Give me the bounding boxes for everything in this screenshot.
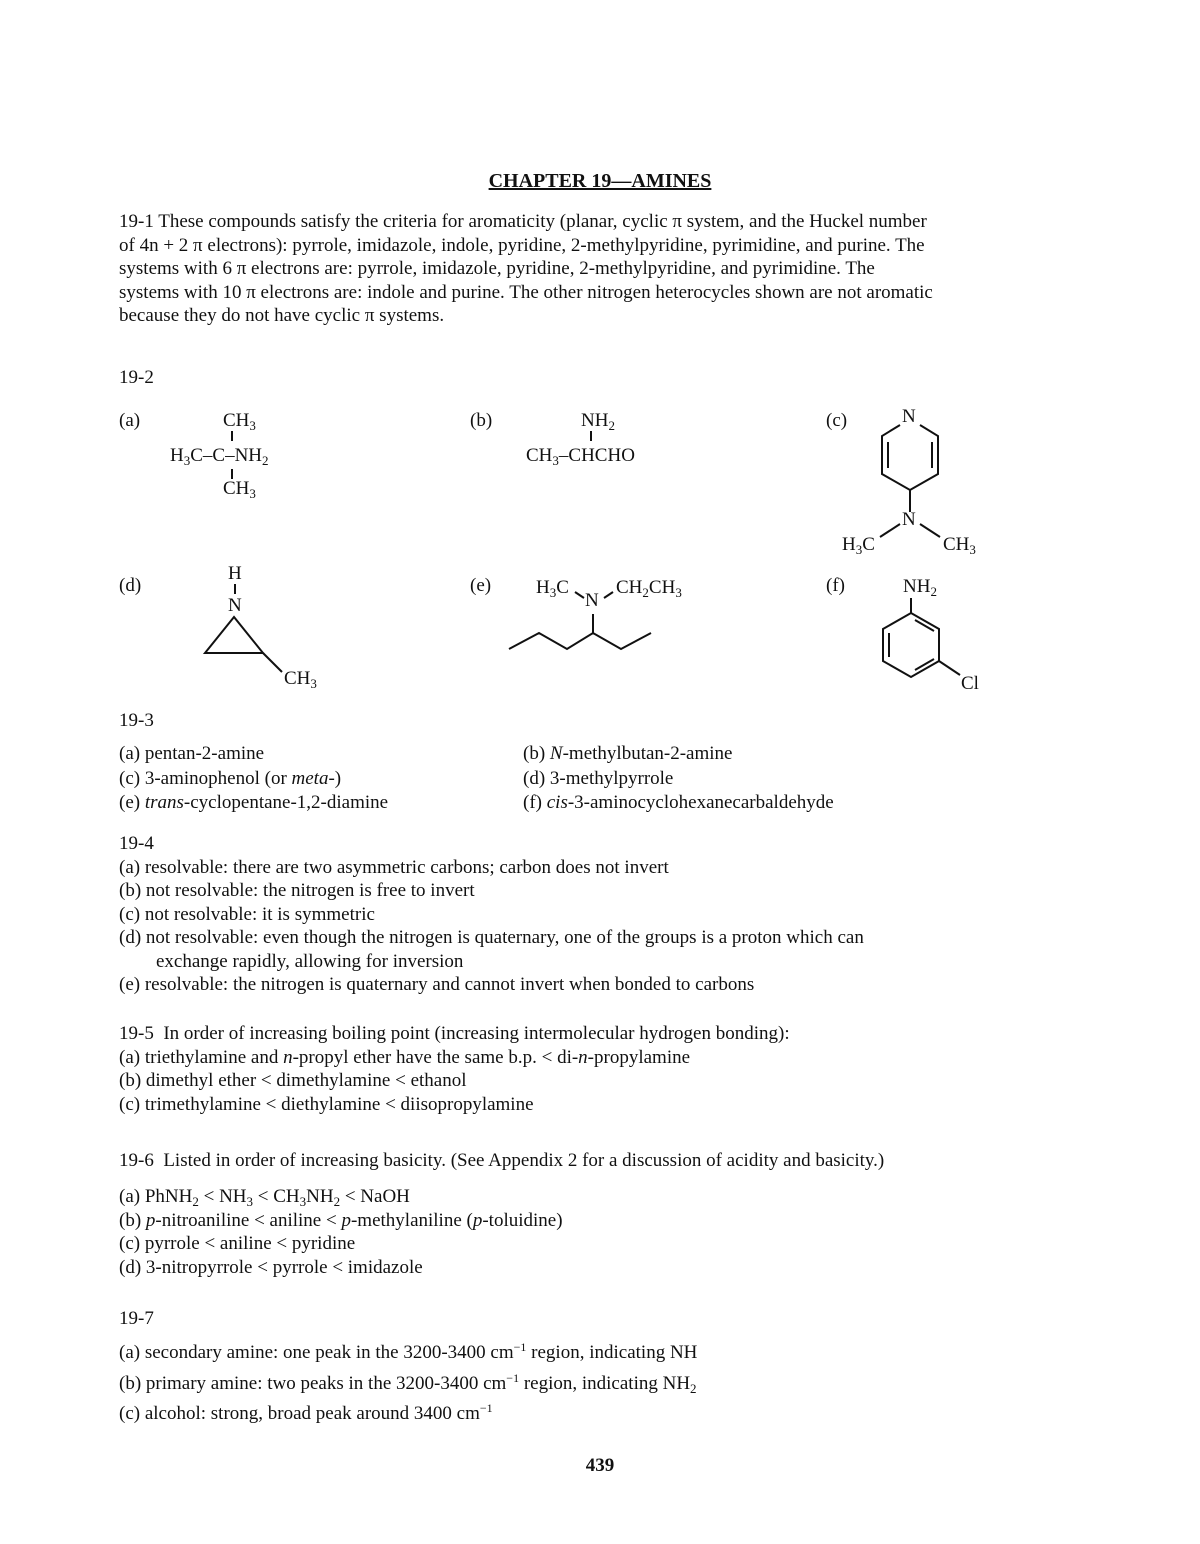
problem-19-6-intro: 19-6 Listed in order of increasing basicity. (See Appendix 2 for a discussion of acidity and basicity.) bbox=[119, 1150, 885, 1171]
answer-line: (b) primary amine: two peaks in the 3200-3400 $cm^{-1}$ region, indicating $NH_2$ bbox=[119, 1370, 697, 1396]
answer-line: (c) 3-aminophenol (or meta-) bbox=[119, 767, 342, 789]
item-label-b: (b) bbox=[470, 410, 493, 431]
answer-line: (c) not resolvable: it is symmetric bbox=[119, 903, 375, 925]
item-label-c: (c) bbox=[826, 410, 848, 431]
answer-line: exchange rapidly, allowing for inversion bbox=[156, 950, 464, 972]
answers-right-column bbox=[523, 742, 834, 816]
page-number: 439 bbox=[585, 1455, 615, 1476]
paragraph-line: of 4n + 2 π electrons): pyrrole, imidazole, indole, pyridine, 2-methylpyridine, pyrimidine, and purine. The bbox=[119, 234, 925, 256]
item-label-f: (f) bbox=[826, 575, 845, 596]
answer-line: (c) trimethylamine < diethylamine < diisopropylamine bbox=[119, 1093, 534, 1115]
problem-19-1 bbox=[119, 210, 1089, 328]
answer-line: (a) secondary amine: one peak in the 3200-3400 $cm^{-1}$ region, indicating NH bbox=[119, 1340, 698, 1363]
answer-line: (a) triethylamine and n-propyl ether have the same b.p. < di-n-propylamine bbox=[119, 1046, 691, 1068]
answer-line: (b) not resolvable: the nitrogen is free to invert bbox=[119, 880, 475, 901]
problem-19-7-answers bbox=[119, 1338, 697, 1430]
answer-line: (a) resolvable: there are two asymmetric carbons; carbon does not invert bbox=[119, 856, 669, 878]
paragraph-line: because they do not have cyclic π systems. bbox=[119, 305, 445, 326]
answer-line: (b) p-nitroaniline < aniline < p-methylaniline (p-toluidine) bbox=[119, 1209, 563, 1231]
problem-19-4 bbox=[119, 832, 864, 997]
paragraph-line: systems with 10 π electrons are: indole and purine. The other nitrogen heterocycles shown are not aromatic bbox=[119, 281, 933, 303]
problem-19-5: 19-5 In order of increasing boiling point (increasing intermolecular hydrogen bonding): (a) triethylamine and n-propyl ether have the same b.p. < di-n-propylamine (b) dimethyl ether < dimethylamine < ethanol (c) trimethylamine < diethylamine < diisopropylamine bbox=[119, 1023, 790, 1115]
answer-line: (d) not resolvable: even though the nitrogen is quaternary, one of the groups is a proton which can bbox=[119, 927, 864, 948]
paragraph-line: systems with 6 π electrons are: pyrrole, imidazole, pyridine, 2-methylpyridine, and pyrimidine. The bbox=[119, 258, 875, 279]
answer-line: (b) dimethyl ether < dimethylamine < ethanol bbox=[119, 1070, 467, 1091]
benzene-ring bbox=[0, 0, 1, 1]
problem-19-6-answers bbox=[119, 1185, 563, 1279]
answer-line: (e) trans-cyclopentane-1,2-diamine bbox=[119, 792, 389, 813]
answer-line: (c) pyrrole < aniline < pyridine bbox=[119, 1233, 356, 1254]
problem-19-2-number: 19-2 bbox=[119, 367, 154, 388]
problem-number: 19-6 bbox=[119, 1150, 154, 1171]
item-label-d: (d) bbox=[119, 575, 142, 596]
problem-19-7-number: 19-7 bbox=[119, 1308, 154, 1329]
paragraph-line: These compounds satisfy the criteria for aromaticity (planar, cyclic π system, and the Huckel number bbox=[158, 211, 927, 232]
answers-left-column bbox=[119, 742, 388, 816]
problem-number: 19-4 bbox=[119, 833, 154, 854]
answer-line: (f) cis-3-aminocyclohexanecarbaldehyde bbox=[523, 792, 834, 813]
answer-line: (c) alcohol: strong, broad peak around 3400 $cm^{-1}$ bbox=[119, 1401, 493, 1424]
chapter-title: CHAPTER 19—AMINES bbox=[488, 170, 712, 192]
problem-number: 19-1 bbox=[119, 211, 154, 232]
answer-line: (a) PhNH$_2$ < $NH_3 < CH_3NH_2$ < NaOH bbox=[119, 1186, 410, 1209]
answer-line: (d) 3-nitropyrrole < pyrrole < imidazole bbox=[119, 1256, 423, 1278]
answer-line: (b) N-methylbutan-2-amine bbox=[523, 743, 733, 764]
answer-line: (a) pentan-2-amine bbox=[119, 743, 265, 764]
answer-line: (d) 3-methylpyrrole bbox=[523, 767, 674, 789]
problem-number: 19-5 bbox=[119, 1023, 154, 1044]
item-label-a: (a) bbox=[119, 410, 141, 431]
item-label-e: (e) bbox=[470, 575, 492, 596]
answer-line: (e) resolvable: the nitrogen is quaternary and cannot invert when bonded to carbons bbox=[119, 974, 755, 995]
problem-19-3-number: 19-3 bbox=[119, 710, 154, 731]
